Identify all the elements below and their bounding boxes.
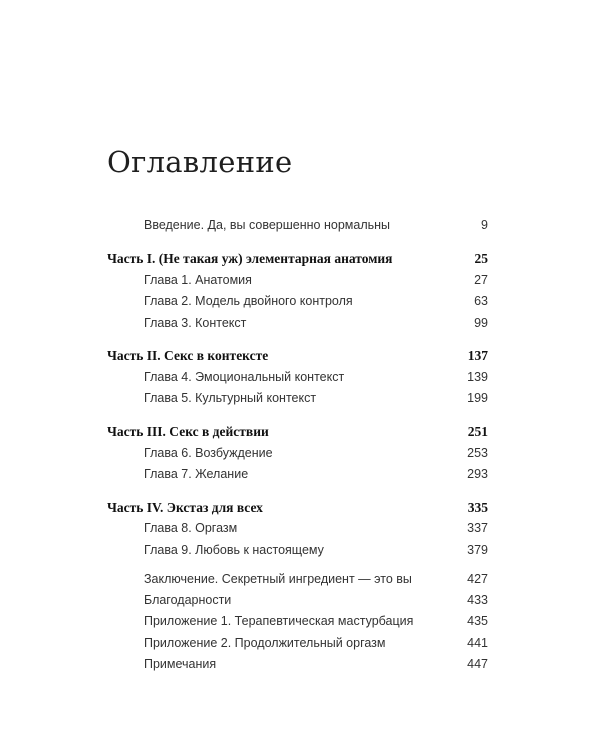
toc-page-number: 139 [467, 370, 488, 384]
toc-part-2[interactable] [107, 348, 488, 364]
toc-part-1[interactable] [107, 251, 488, 267]
toc-page-number: 447 [467, 657, 488, 671]
toc-page-number: 99 [474, 316, 488, 330]
toc-page-number: 251 [467, 424, 488, 439]
toc-entry-label: Приложение 2. Продолжительный оргазм [144, 636, 386, 650]
page-title: Оглавление [107, 145, 293, 179]
toc-entry-appendix-1[interactable] [107, 614, 488, 628]
toc-page-number: 63 [474, 294, 488, 308]
toc-entry-notes[interactable] [107, 657, 488, 671]
toc-page-number: 337 [467, 521, 488, 535]
toc-part-label: Часть II. Секс в контексте [107, 348, 269, 363]
toc-entry-intro[interactable] [107, 218, 488, 232]
toc-chapter-4[interactable] [107, 370, 488, 384]
toc-page-number: 27 [474, 273, 488, 287]
toc-entry-label: Глава 6. Возбуждение [144, 446, 273, 460]
toc-entry-label: Глава 4. Эмоциональный контекст [144, 370, 345, 384]
toc-entry-label: Глава 1. Анатомия [144, 273, 252, 287]
toc-page-number: 25 [474, 251, 488, 266]
toc-chapter-3[interactable] [107, 316, 488, 330]
toc-entry-label: Глава 9. Любовь к настоящему [144, 543, 324, 557]
toc-page-number: 379 [467, 543, 488, 557]
toc-part-label: Часть III. Секс в действии [107, 424, 269, 439]
toc-chapter-1[interactable] [107, 273, 488, 287]
toc-entry-label: Введение. Да, вы совершенно нормальны [144, 218, 391, 232]
toc-page-number: 335 [467, 500, 488, 515]
toc-chapter-9[interactable] [107, 543, 488, 557]
toc-chapter-2[interactable] [107, 294, 488, 308]
toc-part-3[interactable] [107, 424, 488, 440]
toc-chapter-7[interactable] [107, 467, 488, 481]
toc-page-number: 137 [467, 348, 488, 363]
toc-entry-label: Глава 2. Модель двойного контроля [144, 294, 353, 308]
toc-page-number: 441 [467, 636, 488, 650]
toc-part-label: Часть I. (Не такая уж) элементарная анатомия [107, 251, 393, 266]
toc-chapter-5[interactable] [107, 391, 488, 405]
toc-part-4[interactable] [107, 500, 488, 516]
toc-entry-label: Глава 7. Желание [144, 467, 249, 481]
toc-part-label: Часть IV. Экстаз для всех [107, 500, 263, 515]
toc-page-number: 293 [467, 467, 488, 481]
toc-entry-label: Благодарности [144, 593, 232, 607]
toc-entry-label: Глава 8. Оргазм [144, 521, 238, 535]
toc-entry-label: Глава 3. Контекст [144, 316, 247, 330]
toc-entry-label: Заключение. Секретный ингредиент — это вы [144, 572, 412, 586]
toc-page-number: 253 [467, 446, 488, 460]
toc-entry-label: Примечания [144, 657, 217, 671]
toc-entry-label: Приложение 1. Терапевтическая мастурбация [144, 614, 414, 628]
toc-entry-acknowledgements[interactable] [107, 593, 488, 607]
toc-page-number: 427 [467, 572, 488, 586]
toc-page-number: 435 [467, 614, 488, 628]
toc-entry-appendix-2[interactable] [107, 636, 488, 650]
toc-page-number: 433 [467, 593, 488, 607]
toc-entry-label: Глава 5. Культурный контекст [144, 391, 317, 405]
toc-chapter-6[interactable] [107, 446, 488, 460]
toc-page-number: 9 [481, 218, 488, 232]
toc-chapter-8[interactable] [107, 521, 488, 535]
toc-page-number: 199 [467, 391, 488, 405]
toc-entry-conclusion[interactable] [107, 572, 488, 586]
